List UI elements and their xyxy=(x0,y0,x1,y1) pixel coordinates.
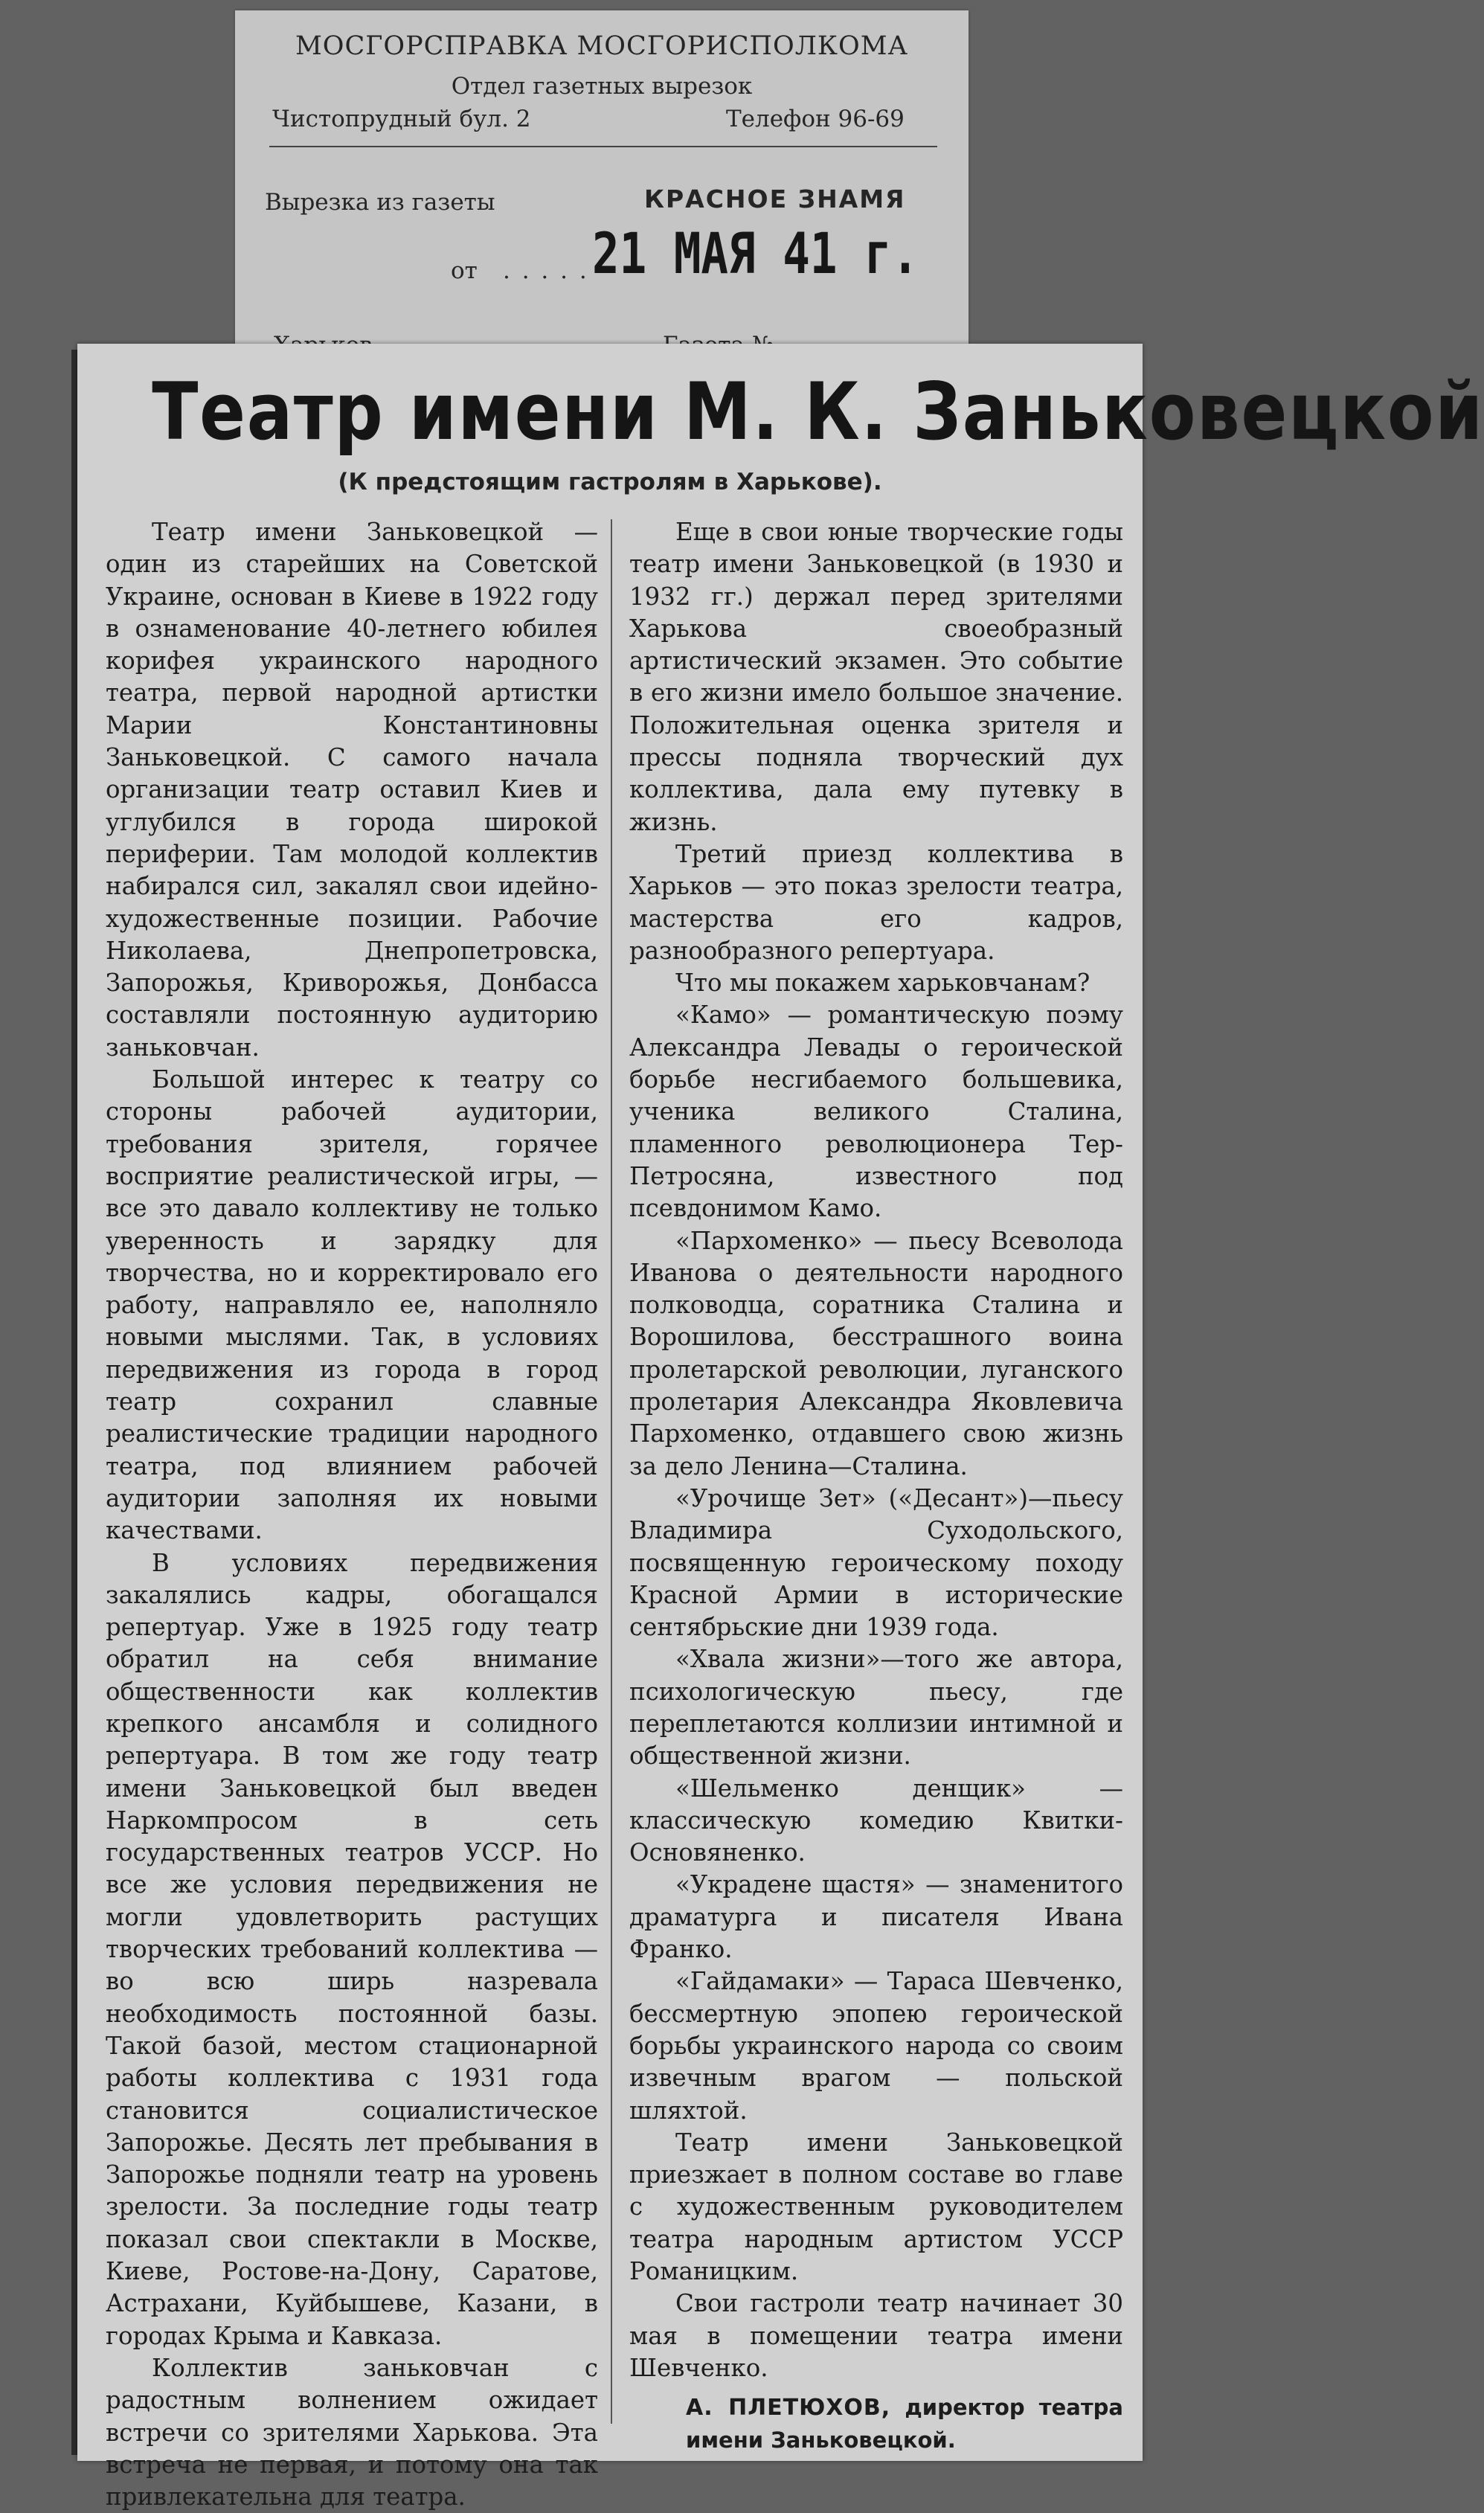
column-divider xyxy=(611,519,612,2424)
article-subtitle: (К предстоящим гастролям в Харькове). xyxy=(338,469,882,495)
newspaper-clipping xyxy=(77,344,1484,2512)
paragraph: В условиях передвижения закалялись кадры, обогащался репертуар. Уже в 1925 году театр обратил на себя внимание общественности как коллектив крепкого ансамбля и солидного репертуара. В том же году театр имени Заньковецкой был введен Наркомпросом в сеть государственных театров УССР. Но все же условия передвижения не могли удовлетворить растущих творческих требований коллектива — во всю ширь назревала необходимость постоянной базы. Такой базой, местом стационарной работы коллектива с 1931 года становится социалистическое Запорожье. Десять лет пребывания в Запорожье подняли театр на уровень зрелости. За последние годы театр показал свои спектакли в Москве, Киеве, Ростове-на-Дону, Саратове, Астрахани, Куйбышеве, Казани, в городах Крыма и Кавказа. xyxy=(106,1548,598,2350)
paragraph: «Хвала жизни»—того же автора, психологическую пьесу, где переплетаются коллизии интимной и общественной жизни. xyxy=(629,1645,1123,1771)
date-from-dots: . . . . . xyxy=(503,257,589,284)
agency-address: Чистопрудный бул. 2 xyxy=(272,106,531,132)
label-divider xyxy=(269,146,937,147)
signature-title: директор театра имени Заньковецкой. xyxy=(686,2395,1123,2453)
article-title: Театр имени М. К. Заньковецкой xyxy=(152,366,1484,458)
date-from-label: от xyxy=(451,257,478,284)
paragraph: «Камо» — романтическую поэму Александра Левады о героической борьбе несгибаемого большевика, ученика великого Сталина, пламенного революционера Тер-Петросяна, известного под псевдонимом Камо. xyxy=(629,1001,1123,1223)
paragraph: Большой интерес к театру со стороны рабочей аудитории, требования зрителя, горячее восприятие реалистической игры, — все это давало коллективу не только уверенность и зарядку для творчества, но и корректировало его работу, направляло ее, наполняло новыми мыслями. Так, в условиях передвижения из города в город театр сохранил славные реалистические традиции народного театра, под влиянием рабочей аудитории заполняя их новыми качествами. xyxy=(106,1065,598,1545)
agency-phone: Телефон 96-69 xyxy=(726,106,905,132)
article-signature xyxy=(629,2392,1123,2456)
paragraph: Третий приезд коллектива в Харьков — это показ зрелости театра, мастерства его кадров, разнообразного репертуара. xyxy=(629,839,1123,965)
paragraph: Театр имени Заньковецкой приезжает в полном составе во главе с художественным руководителем театра народным артистом УССР Романицким. xyxy=(629,2128,1123,2286)
agency-name: МОСГОРСПРАВКА МОСГОРИСПОЛКОМА xyxy=(295,31,909,61)
paragraph: Что мы покажем харьковчанам? xyxy=(675,969,1090,998)
article-column-right xyxy=(629,516,1123,2456)
paragraph: «Пархоменко» — пьесу Всеволода Иванова о деятельности народного полководца, соратника Сталина и Ворошилова, бесстрашного воина пролетарской революции, луганского пролетария Александра Яковлевича Пархоменко, отдавшего свою жизнь за дело Ленина—Сталина. xyxy=(629,1226,1123,1480)
signature-name: А. ПЛЕТЮХОВ, xyxy=(686,2395,891,2421)
paragraph: Еще в свои юные творческие годы театр имени Заньковецкой (в 1930 и 1932 гг.) держал перед зрителями Харькова своеобразный артистический экзамен. Это событие в его жизни имело большое значение. Положительная оценка зрителя и прессы подняла творческий дух коллектива, дала ему путевку в жизнь. xyxy=(629,518,1123,836)
newspaper-name: КРАСНОЕ ЗНАМЯ xyxy=(644,184,906,214)
paragraph: Театр имени Заньковецкой — один из старейших на Советской Украине, основан в Киеве в 1922 году в ознаменование 40-летнего юбилея корифея украинского народного театра, первой народной артистки Марии Константиновны Заньковецкой. С самого начала организации театр оставил Киев и углубился в города широкой периферии. Там молодой коллектив набирался сил, закалял свои идейно-художественные позиции. Рабочие Николаева, Днепропетровска, Запорожья, Криворожья, Донбасса составляли постоянную аудиторию заньковчан. xyxy=(106,518,598,1062)
paragraph: «Шельменко денщик» — классическую комедию Квитки-Основяненко. xyxy=(629,1774,1123,1867)
paragraph: Коллектив заньковчан с радостным волнением ожидает встречи со зрителями Харькова. Эта встреча не первая, и потому она так привлекательна для театра. xyxy=(106,2353,598,2512)
article-column-left xyxy=(106,516,598,2513)
archive-label-card xyxy=(235,10,969,368)
paragraph: «Гайдамаки» — Тараса Шевченко, бессмертную эпопею героической борьбы украинского народа со своим извечным врагом — польской шляхтой. xyxy=(629,1967,1123,2125)
paragraph: «Украдене щастя» — знаменитого драматурга и писателя Ивана Франко. xyxy=(629,1870,1123,1964)
department-name: Отдел газетных вырезок xyxy=(451,73,753,100)
date-stamp: 21 МАЯ 41 г. xyxy=(592,220,919,286)
cutting-from-label: Вырезка из газеты xyxy=(265,189,495,216)
paragraph: «Урочище Зет» («Десант»)—пьесу Владимира Суходольского, посвященную героическому походу Красной Армии в исторические сентябрьские дни 1939 года. xyxy=(629,1483,1123,1642)
paragraph: Свои гастроли театр начинает 30 мая в помещении театра имени Шевченко. xyxy=(629,2289,1123,2382)
